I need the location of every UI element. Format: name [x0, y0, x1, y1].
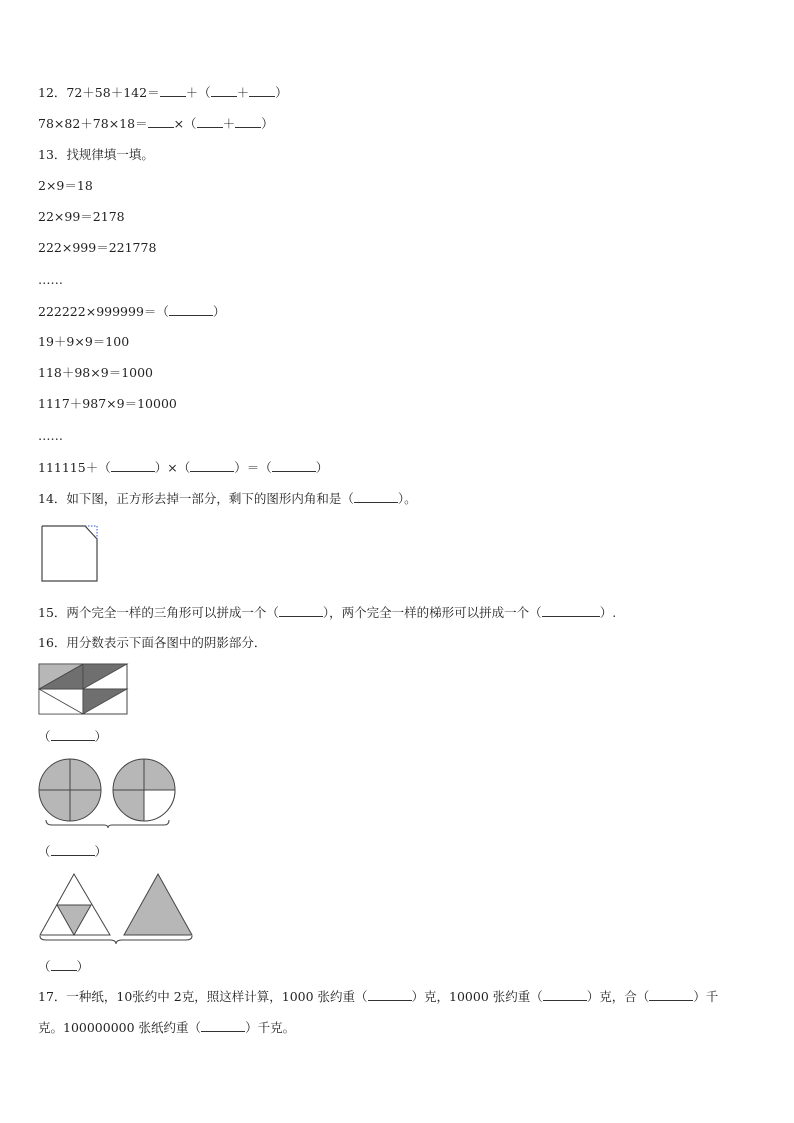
answer-blank[interactable]: [354, 490, 398, 503]
q13-row: 19＋9×9＝100: [38, 334, 130, 349]
answer-blank[interactable]: [169, 303, 213, 316]
q17-line1: [38, 988, 718, 1005]
paren-close: ）: [94, 844, 108, 859]
q16-answer-2: [38, 843, 107, 860]
q15-line: [38, 604, 616, 621]
q17-part: ）克，10000 张约重（: [411, 989, 543, 1004]
q15-suffix: ）.: [599, 605, 617, 620]
paren-open: （: [38, 844, 51, 859]
q17-part: ）千克。: [245, 1020, 296, 1035]
q13-ask2-suffix: ）: [315, 460, 329, 475]
q17-part: 克。100000000 张纸约重（: [38, 1020, 202, 1035]
square-remaining-shape: [42, 526, 97, 581]
q16-title: 16．用分数表示下面各图中的阴影部分．: [38, 635, 267, 650]
rect-shaded-figure: [38, 663, 130, 717]
q12-close2: ）: [261, 116, 274, 131]
q12-plus2: ＋: [236, 85, 250, 100]
q12-close: ）: [275, 85, 288, 100]
square-cut-figure: [40, 524, 102, 584]
q14-line: [38, 490, 417, 507]
paren-close: ）: [94, 729, 108, 744]
answer-blank[interactable]: [111, 459, 155, 472]
answer-blank[interactable]: [368, 988, 412, 1001]
answer-blank[interactable]: [51, 958, 77, 971]
q13-title: 13．找规律填一填。: [38, 147, 154, 162]
answer-blank[interactable]: [148, 115, 174, 128]
q13-row: 2×9＝18: [38, 178, 93, 193]
q12-expr: 12．72＋58＋142＝: [38, 85, 160, 100]
q15-prefix: 15．两个完全一样的三角形可以拼成一个（: [38, 605, 279, 620]
brace: [46, 820, 169, 828]
answer-blank[interactable]: [649, 988, 693, 1001]
answer-blank[interactable]: [201, 1019, 245, 1032]
q17-part: 17．一种纸，10张约中 2克，照这样计算，1000 张约重（: [38, 989, 368, 1004]
paren-open: （: [38, 959, 51, 974]
q12-expr2: 78×82＋78×18＝: [38, 116, 148, 131]
q13-ask1-prefix: 222222×999999＝（: [38, 304, 169, 319]
q13-ellipsis: ……: [38, 428, 63, 443]
q12-plus3: ＋: [222, 116, 236, 131]
answer-blank[interactable]: [249, 84, 275, 97]
q13-ask1: [38, 303, 225, 320]
brace: [40, 936, 192, 944]
answer-blank[interactable]: [197, 115, 223, 128]
q12-line1: [38, 84, 288, 101]
q17-part: ）千: [693, 989, 719, 1004]
q13-row: 22×99＝2178: [38, 209, 125, 224]
answer-blank[interactable]: [272, 459, 316, 472]
circles-figure: [38, 758, 178, 828]
q13-ask2-mid2: ）＝（: [234, 460, 272, 475]
triangles-figure: [38, 872, 198, 948]
answer-blank[interactable]: [542, 604, 600, 617]
q13-ask2-mid1: ）×（: [154, 460, 191, 475]
paren-open: （: [38, 729, 51, 744]
answer-blank[interactable]: [160, 84, 186, 97]
q15-mid: ），两个完全一样的梯形可以拼成一个（: [322, 605, 542, 620]
q13-row: 118＋98×9＝1000: [38, 365, 154, 380]
answer-blank[interactable]: [51, 728, 95, 741]
answer-blank[interactable]: [211, 84, 237, 97]
triangle-full-shaded: [124, 874, 192, 935]
q16-answer-1: [38, 728, 107, 745]
q17-line2: [38, 1019, 295, 1036]
q17-part: ）克，合（: [586, 989, 650, 1004]
q13-row: 1117＋987×9＝10000: [38, 396, 177, 411]
q13-row: 222×999＝221778: [38, 240, 157, 255]
answer-blank[interactable]: [279, 604, 323, 617]
q14-prefix: 14．如下图，正方形去掉一部分，剩下的图形内角和是（: [38, 491, 354, 506]
q12-times: ×（: [173, 116, 197, 131]
circle-unshaded-quarter: [144, 790, 175, 821]
q13-ask2: [38, 459, 328, 476]
answer-blank[interactable]: [51, 843, 95, 856]
paren-close: ）: [76, 959, 90, 974]
answer-blank[interactable]: [190, 459, 234, 472]
q13-ask1-suffix: ）: [212, 304, 226, 319]
q12-line2: [38, 115, 274, 132]
q13-ask2-prefix: 111115＋（: [38, 460, 111, 475]
q14-suffix: ）。: [397, 491, 417, 506]
answer-blank[interactable]: [543, 988, 587, 1001]
q12-plus: ＋（: [185, 85, 211, 100]
answer-blank[interactable]: [235, 115, 261, 128]
q16-answer-3: [38, 958, 89, 975]
q13-ellipsis: ……: [38, 272, 63, 287]
